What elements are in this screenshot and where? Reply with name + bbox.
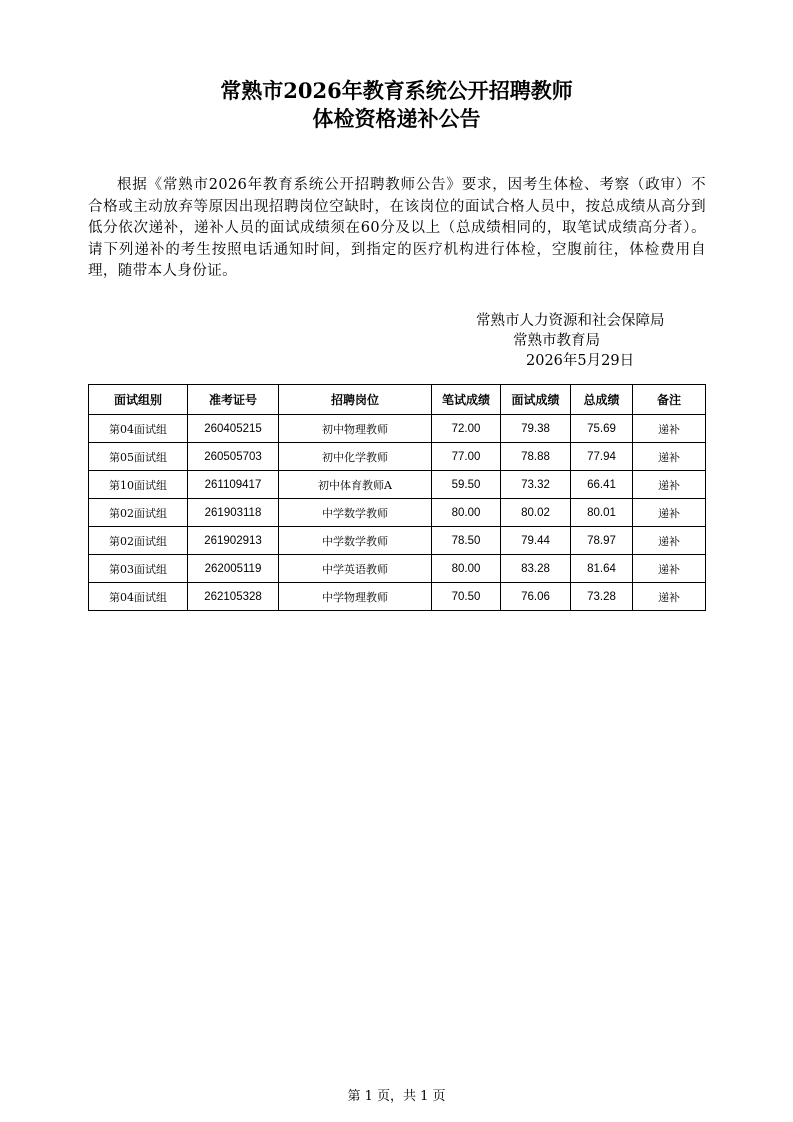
cell-written-score: 59.50: [432, 471, 501, 499]
cell-position: 初中物理教师: [279, 415, 432, 443]
cell-total-score: 80.01: [571, 499, 633, 527]
cell-interview-group: 第04面试组: [89, 583, 188, 611]
cell-exam-number: 262005119: [188, 555, 279, 583]
cell-written-score: 70.50: [432, 583, 501, 611]
cell-position: 中学物理教师: [279, 583, 432, 611]
page-footer: 第 1 页，共 1 页: [347, 1089, 446, 1104]
column-header: 面试成绩: [501, 385, 571, 415]
column-header: 总成绩: [571, 385, 633, 415]
cell-interview-group: 第05面试组: [89, 443, 188, 471]
cell-position: 初中化学教师: [279, 443, 432, 471]
issuer-education-bureau: 常熟市教育局: [513, 333, 600, 349]
cell-written-score: 78.50: [432, 527, 501, 555]
cell-total-score: 78.97: [571, 527, 633, 555]
table-row: [89, 415, 706, 443]
cell-total-score: 75.69: [571, 415, 633, 443]
cell-exam-number: 260405215: [188, 415, 279, 443]
cell-position: 中学数学教师: [279, 527, 432, 555]
issuer-hr-bureau: 常熟市人力资源和社会保障局: [476, 313, 665, 329]
cell-interview-score: 80.02: [501, 499, 571, 527]
cell-interview-group: 第03面试组: [89, 555, 188, 583]
cell-remark: 递补: [633, 527, 706, 555]
cell-interview-score: 73.32: [501, 471, 571, 499]
cell-written-score: 77.00: [432, 443, 501, 471]
table-row: [89, 443, 706, 471]
document-title-line-1: 常熟市2026年教育系统公开招聘教师: [220, 78, 573, 103]
cell-exam-number: 262105328: [188, 583, 279, 611]
column-header: 面试组别: [89, 385, 188, 415]
column-header: 准考证号: [188, 385, 279, 415]
cell-interview-score: 79.44: [501, 527, 571, 555]
cell-interview-score: 79.38: [501, 415, 571, 443]
cell-exam-number: 261109417: [188, 471, 279, 499]
candidate-table: [88, 384, 706, 611]
column-header: 招聘岗位: [279, 385, 432, 415]
cell-written-score: 72.00: [432, 415, 501, 443]
table-row: [89, 499, 706, 527]
cell-interview-score: 76.06: [501, 583, 571, 611]
cell-written-score: 80.00: [432, 499, 501, 527]
announcement-body: 根据《常熟市2026年教育系统公开招聘教师公告》要求，因考生体检、考察（政审）不合格或主动放弃等原因出现招聘岗位空缺时，在该岗位的面试合格人员中，按总成绩从高分到低分依次递补，递补人员的面试成绩须在60分及以上（总成绩相同的，取笔试成绩高分者）。请下列递补的考生按照电话通知时间，到指定的医疗机构进行体检，空腹前往，体检费用自理，随带本人身份证。: [88, 177, 706, 279]
cell-total-score: 81.64: [571, 555, 633, 583]
column-header: 备注: [633, 385, 706, 415]
cell-written-score: 80.00: [432, 555, 501, 583]
cell-position: 中学数学教师: [279, 499, 432, 527]
cell-interview-group: 第10面试组: [89, 471, 188, 499]
cell-position: 初中体育教师A: [279, 471, 432, 499]
cell-position: 中学英语教师: [279, 555, 432, 583]
cell-remark: 递补: [633, 555, 706, 583]
cell-remark: 递补: [633, 583, 706, 611]
cell-interview-group: 第02面试组: [89, 527, 188, 555]
table-header-row: [89, 385, 706, 415]
document-title-line-2: 体检资格递补公告: [312, 106, 481, 131]
issue-date: 2026年5月29日: [526, 353, 635, 369]
cell-interview-score: 83.28: [501, 555, 571, 583]
cell-remark: 递补: [633, 443, 706, 471]
table-row: [89, 527, 706, 555]
cell-total-score: 73.28: [571, 583, 633, 611]
table-row: [89, 555, 706, 583]
cell-total-score: 66.41: [571, 471, 633, 499]
cell-interview-group: 第04面试组: [89, 415, 188, 443]
cell-interview-score: 78.88: [501, 443, 571, 471]
table-row: [89, 583, 706, 611]
cell-total-score: 77.94: [571, 443, 633, 471]
cell-remark: 递补: [633, 471, 706, 499]
cell-exam-number: 261903118: [188, 499, 279, 527]
cell-remark: 递补: [633, 415, 706, 443]
cell-exam-number: 261902913: [188, 527, 279, 555]
table-row: [89, 471, 706, 499]
cell-remark: 递补: [633, 499, 706, 527]
cell-interview-group: 第02面试组: [89, 499, 188, 527]
cell-exam-number: 260505703: [188, 443, 279, 471]
column-header: 笔试成绩: [432, 385, 501, 415]
